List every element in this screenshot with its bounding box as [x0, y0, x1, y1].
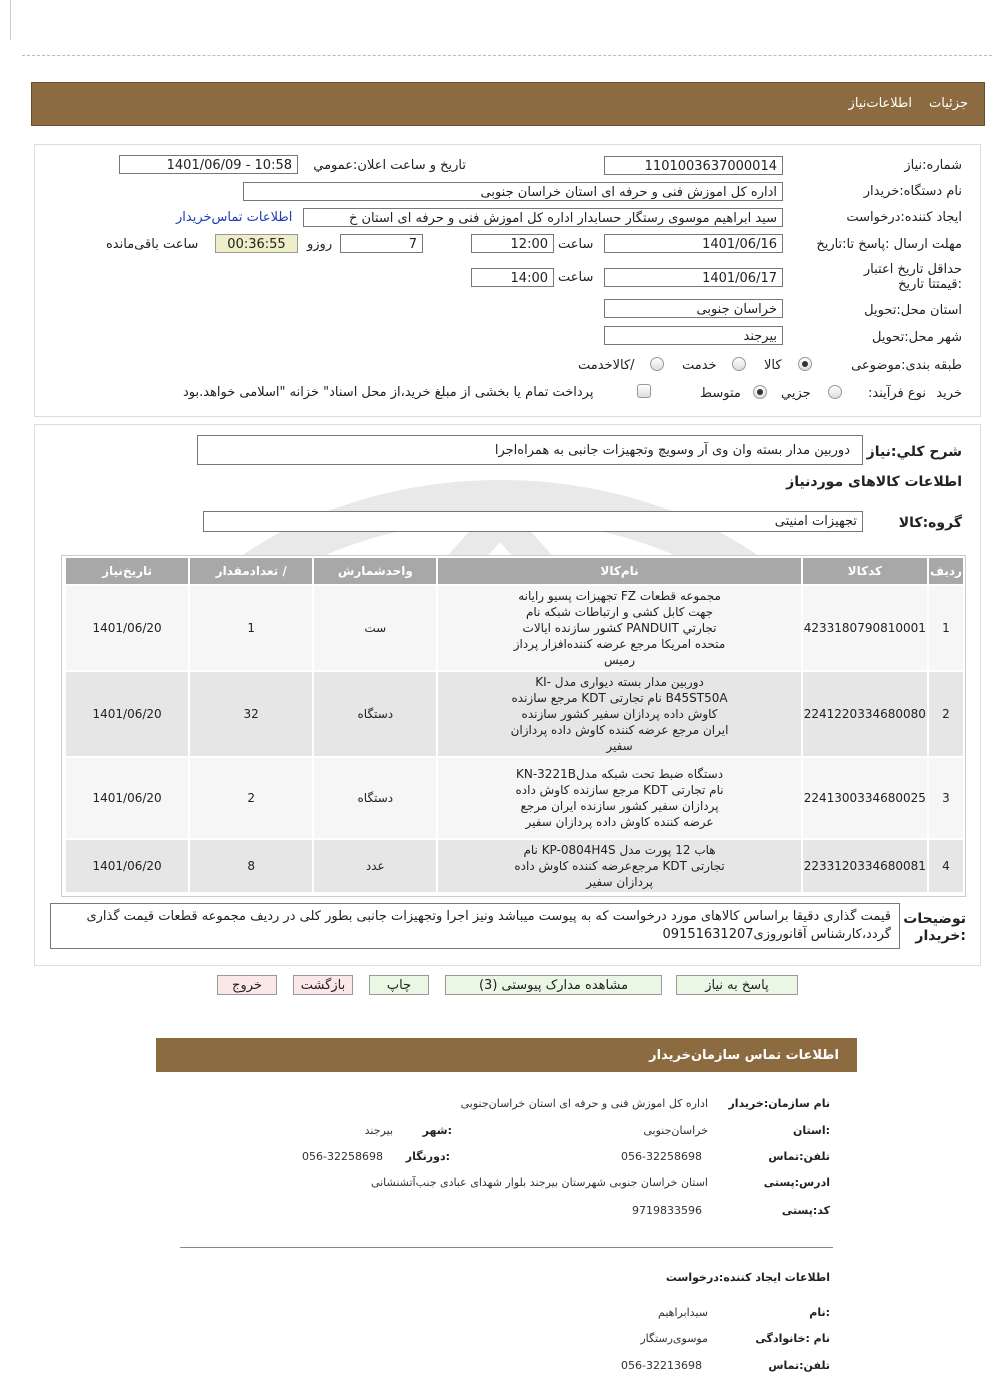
cell-date: 1401/06/20	[66, 758, 188, 838]
postal-label: کد:پستی	[781, 1204, 830, 1217]
cell-qty: 1	[190, 586, 312, 670]
creator-phone-label: تلفن:تماس	[768, 1359, 830, 1372]
breadcrumb-need-info[interactable]: اطلاعات‌نیاز	[848, 96, 912, 111]
city-contact-label: :شهر	[422, 1124, 452, 1137]
need-number-field[interactable]: 1101003637000014	[604, 156, 783, 175]
phone-value: 056-32258698	[621, 1150, 702, 1163]
province-contact-label: :استان	[793, 1124, 830, 1137]
general-desc-field[interactable]: دوربین مدار بسته وان وی آر وسویچ وتجهیزات جانبی به همراه‌اجرا	[197, 435, 863, 465]
cell-qty: 8	[190, 840, 312, 892]
buyer-notes-label: توضیحات :خریدار	[903, 911, 966, 944]
col-header-index: ردیف	[929, 558, 963, 584]
buyer-org-label: نام دستگاه:خریدار	[863, 184, 962, 199]
breadcrumb-details[interactable]: جزئیات	[929, 96, 968, 111]
remaining-label: ساعت باقی‌مانده	[106, 237, 199, 252]
buyer-org-field[interactable]: اداره کل اموزش فنی و حرفه ای استان خراسان جنوبی	[243, 182, 783, 201]
cell-index: 3	[929, 758, 963, 838]
goods-info-title: اطلاعات کالاهای موردنیاز	[786, 474, 962, 490]
fax-value: 056-32258698	[302, 1150, 383, 1163]
province-contact-value: خراسان‌جنوبی	[643, 1124, 708, 1137]
cell-code: 2233120334680081	[803, 840, 927, 892]
address-label: ادرس:پستی	[763, 1176, 830, 1189]
fax-label: :دورنگار	[405, 1150, 450, 1163]
category-service-text: خدمت	[682, 358, 717, 373]
top-divider-line	[10, 0, 11, 40]
contact-title: اطلاعات تماس سازمان‌خریدار	[649, 1048, 839, 1063]
table-row[interactable]	[66, 840, 963, 892]
items-table	[64, 556, 965, 894]
cell-index: 4	[929, 840, 963, 892]
org-value: اداره کل اموزش فنی و حرفه ای استان خراسان‌جنوبی	[460, 1097, 708, 1110]
creator-name-value: سیدابراهیم	[658, 1306, 708, 1319]
category-goods-service-text: /کالاخدمت	[578, 358, 635, 373]
table-header-row	[66, 558, 963, 584]
category-service-radio[interactable]	[732, 357, 746, 371]
days-field[interactable]: 7	[340, 234, 423, 253]
process-partial-text: جزيي	[781, 386, 811, 401]
announce-field[interactable]: 1401/06/09 - 10:58	[119, 155, 298, 174]
payment-note: پرداخت تمام یا بخشی از مبلغ خرید،از محل اسناد" خزانه "اسلامی خواهد.بود	[183, 385, 594, 400]
cell-index: 2	[929, 672, 963, 756]
creator-family-value: موسوی‌رستگار	[640, 1332, 708, 1345]
cell-name: دوربین مدار بسته دیواری مدل KI-B45ST50A نام تجارتی KDT مرجع سازنده کاوش داده پردازان سفیر کشور سازنده ایران مرجع عرضه کننده کاوش داده پردازان سفیر	[438, 672, 800, 756]
validity-time-field[interactable]: 14:00	[471, 268, 554, 287]
cell-index: 1	[929, 586, 963, 670]
cell-unit: دستگاه	[314, 672, 436, 756]
cell-date: 1401/06/20	[66, 586, 188, 670]
cell-code: 2241220334680080	[803, 672, 927, 756]
table-row[interactable]	[66, 672, 963, 756]
city-contact-value: بیرجند	[364, 1124, 393, 1137]
city-field[interactable]: بیرجند	[604, 326, 783, 345]
creator-field[interactable]: سید ابراهیم موسوی رستگار حسابدار اداره کل اموزش فنی و حرفه ای استان خ	[303, 208, 783, 227]
days-label: روزو	[307, 237, 333, 252]
cell-qty: 2	[190, 758, 312, 838]
org-label: نام سازمان:خریدار	[728, 1097, 830, 1110]
postal-value: 9719833596	[632, 1204, 702, 1217]
category-goods-radio[interactable]	[798, 357, 812, 371]
deadline-time-field[interactable]: 12:00	[471, 234, 554, 253]
cell-code: 4233180790810001	[803, 586, 927, 670]
announce-label: تاریخ و ساعت اعلان:عمومي	[313, 158, 466, 173]
print-button[interactable]: چاپ	[369, 975, 429, 995]
creator-family-label: نام :خانوادگی	[755, 1332, 830, 1345]
validity-date-field[interactable]: 1401/06/17	[604, 268, 783, 287]
items-table-frame	[61, 555, 966, 897]
cell-name: دستگاه ضبط تحت شبکه مدلKN-3221B نام تجارتی KDT مرجع سازنده کاوش داده پردازان سفیر کشور سازنده ایران مرجع عرضه کننده کاوش داده پردازان سفیر	[438, 758, 800, 838]
col-header-date: تاریخ‌نیاز	[66, 558, 188, 584]
deadline-time-label: ساعت	[558, 237, 594, 252]
deadline-date-field[interactable]: 1401/06/16	[604, 234, 783, 253]
process-label: نوع فرآیند:	[868, 386, 926, 401]
address-value: استان خراسان جنوبی شهرستان بیرجند بلوار شهدای عبادی جنب‌آتشنشانی	[370, 1176, 708, 1189]
table-row[interactable]	[66, 586, 963, 670]
goods-group-label: گروه:کالا	[898, 515, 962, 531]
process-medium-text: متوسط	[700, 386, 741, 401]
col-header-code: کدکالا	[803, 558, 927, 584]
validity-time-label: ساعت	[558, 270, 594, 285]
creator-info-title: اطلاعات ایجاد کننده:درخواست	[665, 1271, 830, 1284]
cell-qty: 32	[190, 672, 312, 756]
col-header-unit: واحدشمارش	[314, 558, 436, 584]
exit-button[interactable]: خروج	[217, 975, 277, 995]
process-buy-text: خرید	[936, 386, 962, 401]
col-header-name: نام‌کالا	[438, 558, 800, 584]
buyer-notes-field[interactable]: قیمت گذاری دقیقا براساس کالاهای مورد درخواست که به پیوست میباشد ونیز اجرا وتجهیزات جانبی بطور کلی در ردیف مجموعه قطعات قیمت گذاری گردد،کارشناس آقانوروزی09151631207	[50, 903, 900, 949]
process-medium-radio[interactable]	[753, 385, 767, 399]
province-label: استان محل:تحویل	[864, 303, 962, 318]
buyer-contact-link[interactable]: اطلاعات تماس‌خریدار	[176, 210, 293, 225]
creator-label: ایجاد کننده:درخواست	[846, 210, 962, 225]
city-label: شهر محل:تحویل	[872, 330, 962, 345]
cell-date: 1401/06/20	[66, 840, 188, 892]
province-field[interactable]: خراسان جنوبی	[604, 299, 783, 318]
category-goods-service-radio[interactable]	[650, 357, 664, 371]
table-row[interactable]	[66, 758, 963, 838]
category-label: طبقه بندی:موضوعی	[851, 358, 962, 373]
cell-unit: دستگاه	[314, 758, 436, 838]
cell-name: هاب 12 پورت مدل KP-0804H4S نام تجارتی KDT مرجع‌عرضه کننده کاوش داده پردازان سفیر	[438, 840, 800, 892]
attachments-button[interactable]: مشاهده مدارک پیوستی (3)	[445, 975, 662, 995]
phone-label: تلفن:تماس	[768, 1150, 830, 1163]
contact-divider	[180, 1247, 833, 1248]
goods-group-field[interactable]: تجهیزات امنیتی	[203, 511, 863, 532]
cell-unit: ست	[314, 586, 436, 670]
remaining-timer: 00:36:55	[215, 234, 298, 253]
back-button[interactable]: بازگشت	[293, 975, 353, 995]
contact-header-bar	[156, 1038, 857, 1072]
general-desc-label: شرح کلي:نیاز	[866, 444, 962, 460]
deadline-label: مهلت ارسال :پاسخ تا:تاریخ	[816, 237, 962, 252]
cell-name: مجموعه قطعات FZ تجهیزات پسیو رایانه جهت کابل کشی و ارتباطات شبکه نام تجارتي PANDUIT کشور سازنده ایالات متحده امریکا مرجع عرضه کننده‌افزار پرداز رمیس	[438, 586, 800, 670]
dashed-separator	[22, 55, 992, 56]
col-header-qty: / تعدادمقدار	[190, 558, 312, 584]
validity-label: حداقل تاریخ اعتبار :قیمتتا تاریخ	[863, 262, 962, 292]
creator-phone-value: 056-32213698	[621, 1359, 702, 1372]
category-goods-text: کالا	[764, 358, 782, 373]
cell-code: 2241300334680025	[803, 758, 927, 838]
need-number-label: شماره:نیاز	[904, 158, 962, 173]
creator-name-label: :نام	[809, 1306, 830, 1319]
page-header-bar	[31, 82, 985, 126]
reply-button[interactable]: پاسخ به نیاز	[676, 975, 798, 995]
cell-date: 1401/06/20	[66, 672, 188, 756]
cell-unit: عدد	[314, 840, 436, 892]
payment-checkbox[interactable]	[637, 384, 651, 398]
process-partial-radio[interactable]	[828, 385, 842, 399]
